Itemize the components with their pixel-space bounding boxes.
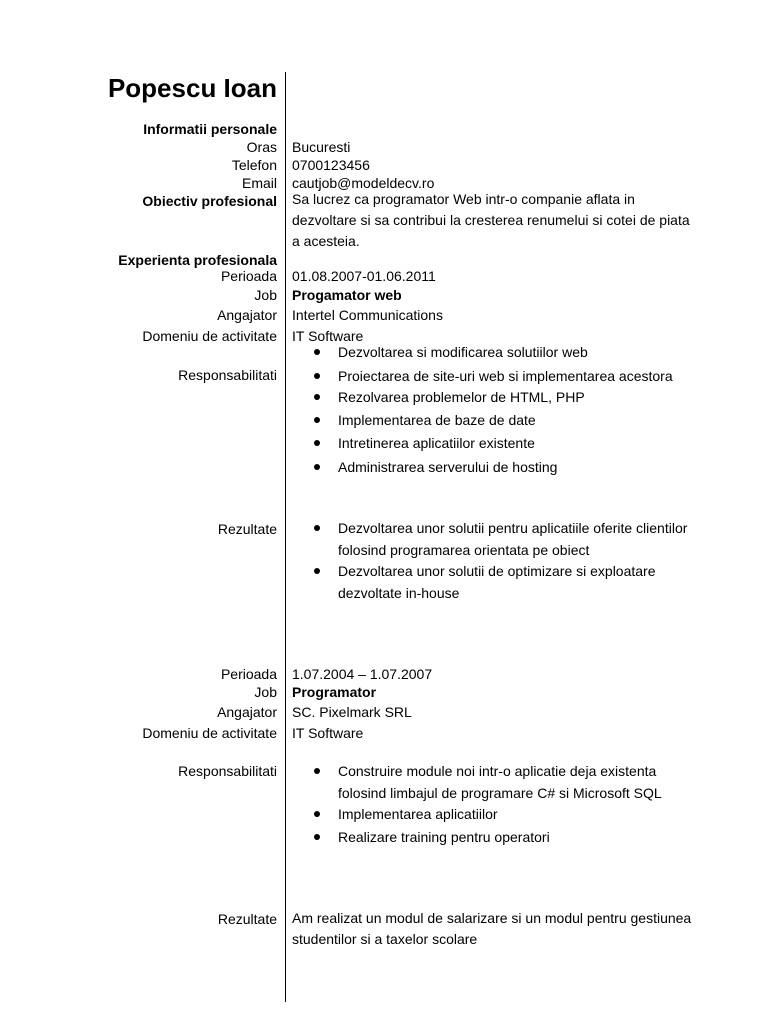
bullet-icon (314, 349, 320, 355)
list-item: Administrarea serverului de hosting (292, 457, 692, 479)
bullet-icon (314, 373, 320, 379)
job2-results-label: Rezultate (217, 911, 277, 927)
job1-responsibilities-label: Responsabilitati (178, 367, 277, 383)
phone-value: 0700123456 (292, 157, 370, 173)
list-item: Intretinerea aplicatiilor existente (292, 433, 692, 455)
bullet-icon (314, 568, 320, 574)
bullet-icon (314, 440, 320, 446)
objective-text: Sa lucrez ca programator Web intr-o companie aflata in dezvoltare si sa contribui la cresterea renumelui si cotei de piata a acesteia. (292, 191, 690, 249)
cv-name: Popescu Ioan (107, 73, 277, 103)
bullet-icon (314, 768, 320, 774)
job1-employer-label: Angajator (217, 307, 277, 323)
list-item: Rezolvarea problemelor de HTML, PHP (292, 387, 692, 409)
job1-domain-label: Domeniu de activitate (142, 328, 277, 344)
bullet-icon (314, 525, 320, 531)
list-item: Realizare training pentru operatori (292, 827, 692, 849)
job2-period-label: Perioada (220, 666, 277, 682)
list-item: Construire module noi intr-o aplicatie deja existenta folosind limbajul de programare C# si Microsoft SQL (292, 761, 692, 804)
job1-domain-value: IT Software (292, 328, 364, 344)
list-item: Implementarea de baze de date (292, 410, 692, 432)
bullet-icon (314, 834, 320, 840)
bullet-icon (314, 417, 320, 423)
city-value: Bucuresti (292, 139, 351, 155)
bullet-icon (314, 464, 320, 470)
job1-results-list (292, 518, 692, 604)
job2-responsibilities-label: Responsabilitati (178, 763, 277, 779)
list-item: Proiectarea de site-uri web si implementarea acestora (292, 366, 692, 388)
list-item: Dezvoltarea unor solutii de optimizare si exploatare dezvoltate in-house (292, 561, 692, 604)
job1-period-value: 01.08.2007-01.06.2011 (292, 268, 436, 284)
job2-period-value: 1.07.2004 – 1.07.2007 (292, 666, 433, 682)
job1-employer-value: Intertel Communications (292, 307, 443, 323)
list-item: Dezvoltarea si modificarea solutiilor web (292, 342, 692, 364)
experience-heading: Experienta profesionala (118, 252, 277, 268)
city-label: Oras (246, 139, 277, 155)
email-label: Email (241, 175, 277, 191)
list-item: Implementarea aplicatiilor (292, 804, 692, 826)
column-divider (285, 72, 286, 1002)
bullet-icon (314, 394, 320, 400)
email-value: cautjob@modeldecv.ro (292, 175, 435, 191)
job2-domain-value: IT Software (292, 725, 364, 741)
job1-responsibilities-list (292, 342, 692, 478)
list-item: Dezvoltarea unor solutii pentru aplicatiile oferite clientilor folosind programarea orientata pe obiect (292, 518, 692, 561)
job2-job-value: Programator (292, 684, 377, 700)
job1-period-label: Perioada (220, 268, 277, 284)
objective-label: Obiectiv profesional (142, 193, 277, 209)
job2-domain-label: Domeniu de activitate (142, 725, 277, 741)
personal-info-heading: Informatii personale (143, 121, 277, 137)
job2-responsibilities-list (292, 761, 692, 848)
job2-job-label: Job (254, 684, 277, 700)
bullet-icon (314, 811, 320, 817)
job1-job-label: Job (254, 287, 277, 303)
job1-results-label: Rezultate (217, 521, 277, 537)
phone-label: Telefon (231, 157, 277, 173)
job2-results-text: Am realizat un modul de salarizare si un modul pentru gestiunea studentilor si a taxelor scolare (292, 910, 692, 947)
job1-job-value: Progamator web (292, 287, 402, 303)
job2-employer-value: SC. Pixelmark SRL (292, 704, 412, 720)
job2-employer-label: Angajator (217, 704, 277, 720)
